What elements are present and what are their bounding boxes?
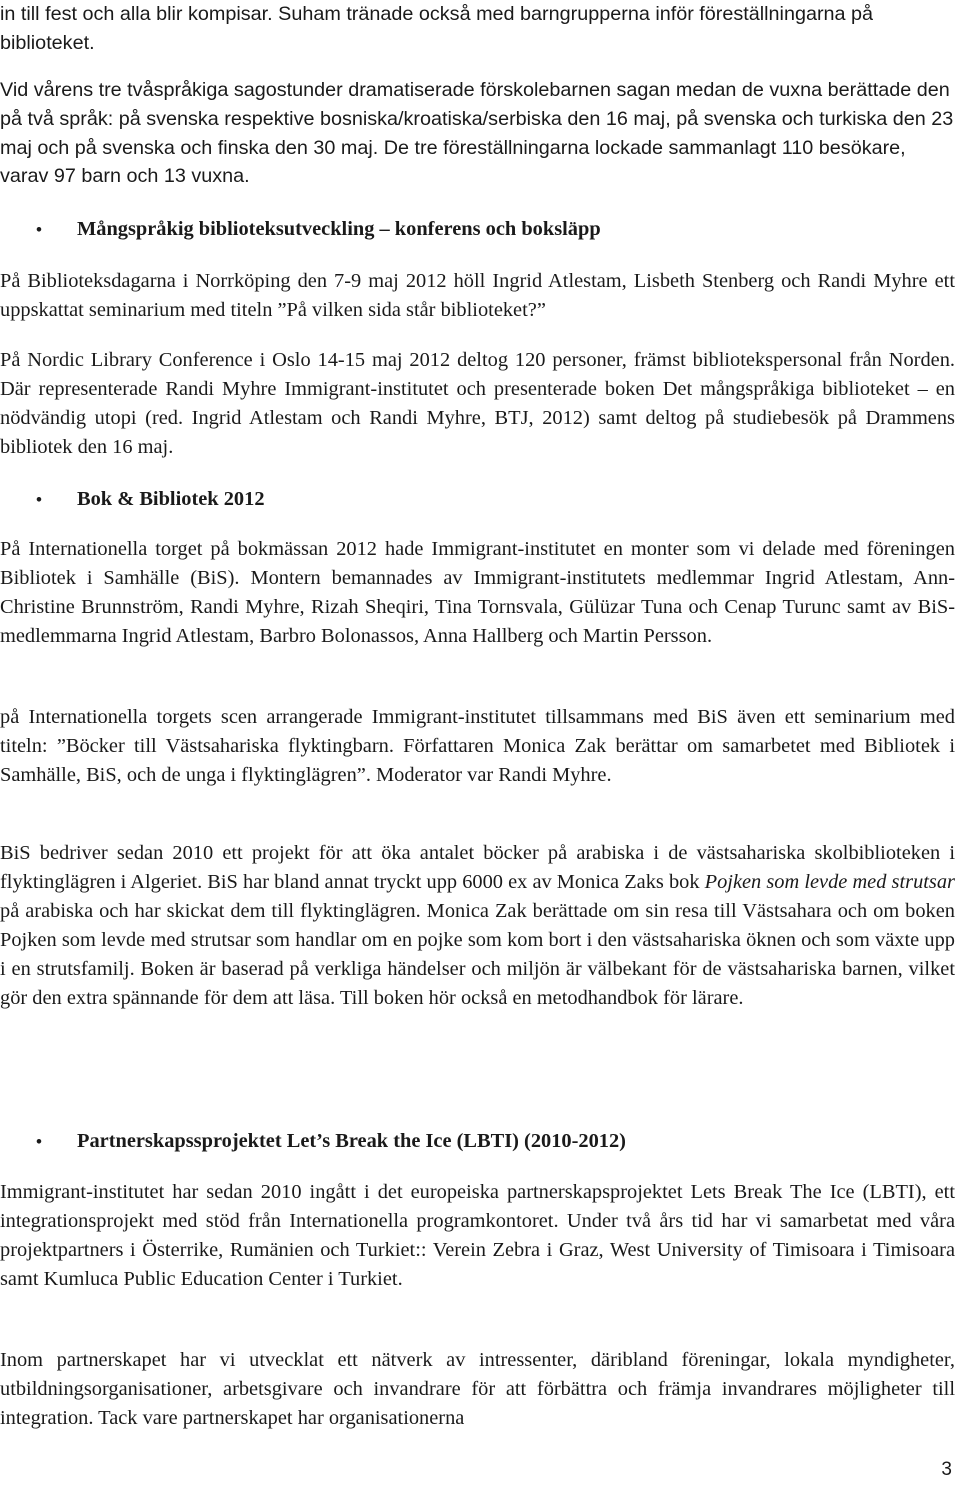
page-number: 3 [941,1459,952,1480]
text-run: BiS bedriver sedan 2010 ett projekt för att öka antalet böcker på arabiska i de västsahariska skolbiblioteken i flyktinglägren i Algeriet. BiS har bland annat tryckt upp 6000 ex av Monica Zaks bok [0,842,955,893]
paragraph-nordic-conference: På Nordic Library Conference i Oslo 14-15 maj 2012 deltog 120 personer, främst bibliotekspersonal från Norden. Där representerade Randi Myhre Immigrant-institutet och presenterade boken Det mångspråkiga biblioteket – en nödvändig utopi (red. Ingrid Atlestam och Randi Myhre, BTJ, 2012) samt deltog på studiebesök på Drammens bibliotek den 16 maj. [0,349,955,458]
paragraph-lbti-network: Inom partnerskapet har vi utvecklat ett nätverk av intressenter, däribland föreningar, lokala myndigheter, utbildningsorganisationer, arbetsgivare och invandrare för att förbättra och främja invandrares möjligheter till integration. Tack vare partnerskapet har organisationerna [0,1349,955,1429]
paragraph-library-days: På Biblioteksdagarna i Norrköping den 7-9 maj 2012 höll Ingrid Atlestam, Lisbeth Stenberg och Randi Myhre ett uppskattat seminarium med titeln ”På vilken sida står biblioteket?” [0,270,955,321]
book-title-italic: Pojken som levde med strutsar [704,871,955,893]
bullet-icon: • [36,490,42,509]
section-heading-text: Partnerskapssprojektet Let’s Break the Ice (LBTI) (2010-2012) [77,1130,626,1152]
bullet-icon: • [36,1132,42,1151]
section-heading-text: Mångspråkig biblioteksutveckling – konferens och boksläpp [77,218,601,240]
section-heading-text: Bok & Bibliotek 2012 [77,488,265,510]
paragraph-seminar: på Internationella torgets scen arrangerade Immigrant-institutet tillsammans med BiS även ett seminarium med titeln: ”Böcker till Västsahariska flyktingbarn. Författaren Monica Zak berättar om samarbetet med Bibliotek i Samhälle, BiS, och de unga i flyktinglägren”. Moderator var Randi Myhre. [0,706,955,786]
paragraph-lbti-intro: Immigrant-institutet har sedan 2010 ingått i det europeiska partnerskapsprojektet Lets Break The Ice (LBTI), ett integrationsprojekt med stöd från Internationella programkontoret. Under två års tid har vi samarbetat med våra projektpartners i Österrike, Rumänien och Turkiet:: Verein Zebra i Graz, West University of Timisoara i Timisoara samt Kumluca Public Education Center i Turkiet. [0,1181,955,1290]
bullet-icon: • [36,220,42,239]
paragraph-bis-project [0,839,955,1013]
intro-paragraph-storytelling: Vid vårens tre tvåspråkiga sagostunder dramatiserade förskolebarnen sagan medan de vuxna berättade den på två språk: på svenska respektive bosniska/kroatiska/serbiska den 16 maj, på svenska och turkiska den 23 maj och på svenska och finska den 30 maj. De tre föreställningarna lockade sammanlagt 110 besökare, varav 97 barn och 13 vuxna. [0,79,954,188]
text-run: på arabiska och har skickat dem till flyktinglägren. Monica Zak berättade om sin resa till Västsahara och om boken Pojken som levde med strutsar som handlar om en pojke som kom bort i den västsahariska öknen och som växte upp i en strutsfamilj. Boken är baserad på verkliga händelser och miljön är välbekant för de västsahariska barnen, vilket gör den extra spännande för dem att läsa. Till boken hör också en metodhandbok för lärare. [0,900,955,1009]
intro-paragraph-continued: in till fest och alla blir kompisar. Suham tränade också med barngrupperna inför föreställningarna på biblioteket. [0,3,874,54]
paragraph-international-square: På Internationella torget på bokmässan 2012 hade Immigrant-institutet en monter som vi delade med föreningen Bibliotek i Samhälle (BiS). Montern bemannades av Immigrant-institutets medlemmar Ingrid Atlestam, Ann-Christine Brunnström, Randi Myhre, Rizah Sheqiri, Tina Tornsvala, Gülüzar Tuna och Cenap Turunc samt av BiS-medlemmarna Ingrid Atlestam, Barbro Bolonassos, Anna Hallberg och Martin Persson. [0,538,955,647]
